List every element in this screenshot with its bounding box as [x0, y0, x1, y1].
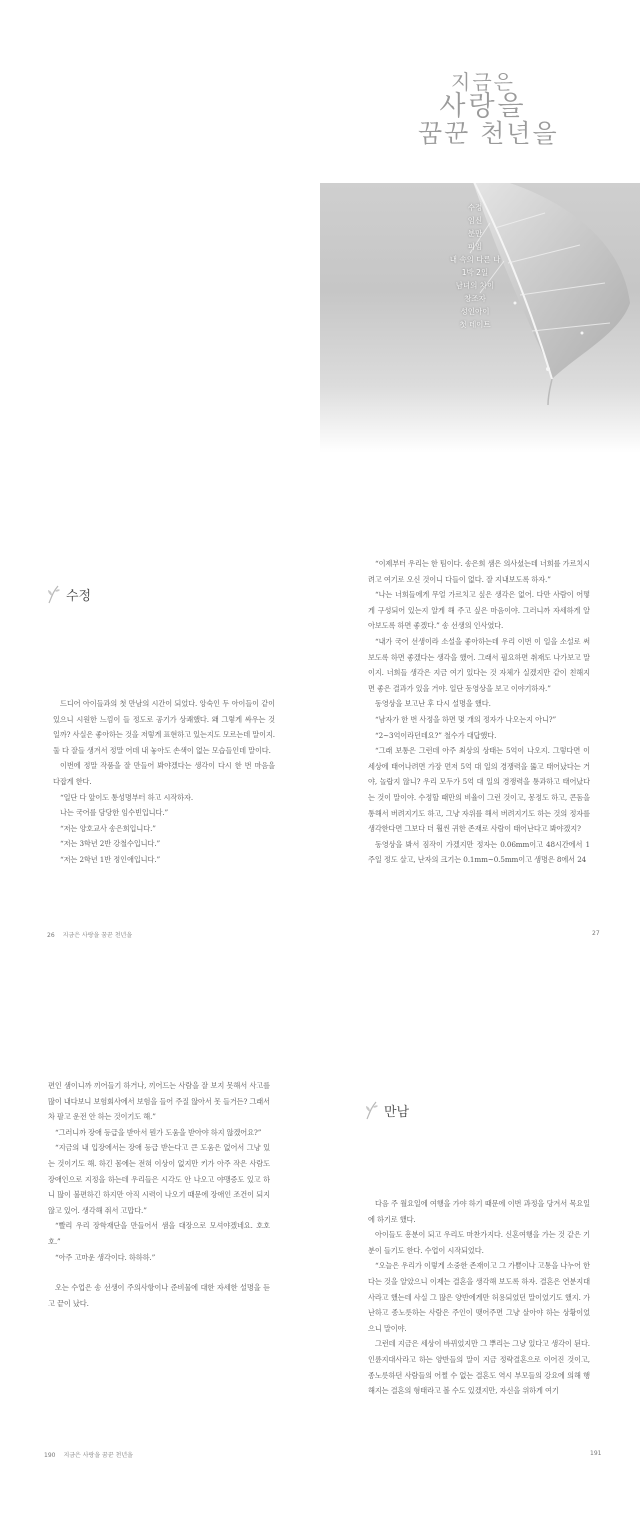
page-190 — [0, 1040, 320, 1480]
book-title — [418, 70, 559, 149]
page-footer — [44, 1450, 133, 1459]
paragraph: “지금의 내 입장에서는 장애 등급 받는다고 큰 도움은 없어서 그냥 있는 것이기도 해. 하긴 몸에는 전혀 이상이 없지만 키가 아주 작은 사람도 장애인으로 지정을 하는데 우리들은 시각도 안 나오고 야맹증도 있고 하니 많이 불편하긴 하지만 아직 시력이 나오기 때문에 장애인 조건이 되지 않고 있어. 생각해 줘서 고맙다.” — [48, 1143, 270, 1215]
paragraph: “저는 양호교사 송은희입니다.” — [60, 823, 156, 833]
paragraph: 동영상을 보고난 후 다시 설명을 했다. — [375, 699, 491, 709]
page-26 — [0, 520, 320, 960]
paragraph: “그래 보통은 그런데 아주 최상의 상태는 5억이 나오지. 그렇다면 이 세상에 태어나려면 가장 먼저 5억 대 일의 경쟁력을 뚫고 태어났다는 거야, 놀랍지 않니? 우리 모두가 5억 대 일의 경쟁력을 통과하고 태어났다는 것이 말이야. 수정할 때만의 비율이 그런 것이고, 몽정도 하고, 콘돔을 통해서 버려지기도 하고, 그냥 자위를 해서 버려지기도 하는 것의 정자를 생각한다면 그보다 더 훨씬 귀한 존재로 사람이 태어난다고 봐야겠지? — [368, 746, 590, 834]
paragraph: 그런데 지금은 세상이 바뀌었지만 그 뿌리는 그냥 있다고 생각이 된다. 인륜지대사라고 하는 양반들의 말이 지금 정략결혼으로 이어진 것이고, 종노릇하던 사람들의 어쩔 수 없는 결혼도 역시 부모들의 강요에 의해 행해지는 결혼의 형태라고 볼 수도 있겠지만, 자신을 위하게 여기 — [368, 1339, 590, 1396]
paragraph: “일단 다 앞이도 통성명부터 하고 시작하자. — [60, 792, 194, 802]
paragraph: “남자가 한 번 사정을 하면 몇 개의 정자가 나오는지 아니?” — [375, 714, 557, 724]
leaf-icon — [364, 1100, 380, 1120]
paragraph: 아이들도 흥분이 되고 우리도 마찬가지다. 신혼여행을 가는 것 같은 기분이 들기도 한다. 수업이 시작되었다. — [368, 1230, 590, 1255]
paragraph: “나는 너희들에게 무얼 가르치고 싶은 생각은 없어. 다만 사람이 어떻게 구성되어 있는지 알게 해 주고 싶은 마음이야. 그러니까 자세하게 알아보도록 하면 좋겠다.” 송 선생의 인사였다. — [368, 590, 590, 631]
page-body — [368, 556, 590, 868]
chapter-title: 수정 — [66, 588, 92, 604]
paragraph: “오늘은 우리가 이렇게 소중한 존재이고 그 가쁨이나 고통을 나누어 한다는 것을 알았으니 이제는 결혼을 생각해 보도록 하자. 결혼은 연분지대사라고 했는데 사실 그 많은 양반에게만 허용되었던 말이었기도 했지. 가난하고 종노릇하는 사람은 주인이 맺어주면 그냥 살아야 하는 상황이었으니 말이야. — [368, 1261, 590, 1333]
chapter-list-item: 피임 — [467, 242, 483, 251]
chapter-list-item: 임신 — [467, 216, 483, 225]
paragraph: 드디어 아이들과의 첫 만남의 시간이 되었다. 앙숙인 두 아이들이 같이 있으니 시원한 느낌이 들 정도로 공기가 상쾌했다. 왜 그렇게 싸우는 것일까? 사실은 좋아하는 것을 저렇게 표현하고 있는지도 모르는데 말이지. 둘 다 잘들 생겨서 정말 어데 내 놓아도 손색이 없는 모습들인데 말이다. — [53, 699, 275, 755]
running-title: 지금은 사랑을 꿈꾼 천년을 — [63, 1452, 133, 1459]
spread-pages-26-27 — [0, 520, 640, 1020]
page-body — [48, 1078, 270, 1311]
page-footer — [590, 1450, 601, 1457]
page-body — [368, 1196, 590, 1399]
paragraph: “빨리 우리 장학재단을 만들어서 샘을 대장으로 모셔야겠네요. 호호호.” — [48, 1221, 270, 1246]
paragraph: 동영상을 봐서 짐작이 가겠지만 정자는 0.06mm이고 48시간에서 1주일 정도 살고, 난자의 크기는 0.1mm~0.5mm이고 생명은 8에서 24 — [368, 839, 590, 865]
chapter-list-item: 내 속의 다른 나 — [449, 255, 501, 264]
title-line-1: 지금은 — [451, 70, 515, 94]
chapter-heading — [46, 584, 91, 604]
page-number: 27 — [592, 930, 600, 937]
paragraph: 나는 국어를 담당한 임수빈입니다.” — [60, 808, 169, 818]
paragraph: 다음 주 월요일에 여행을 가야 하기 때문에 이번 과정을 당겨서 목요일에 하기로 했다. — [368, 1199, 590, 1224]
paragraph: “아주 고마운 생각이다. 하하하.” — [55, 1252, 156, 1262]
chapter-list-item: 첫 데이트 — [459, 320, 491, 329]
page-number: 191 — [590, 1450, 602, 1457]
paragraph: 오는 수업은 송 선생이 주의사항이나 준비물에 대한 자세한 설명을 듣고 끝이 났다. — [48, 1283, 270, 1308]
page-body — [53, 696, 275, 868]
spread-pages-190-191 — [0, 1040, 640, 1540]
page-number: 26 — [47, 932, 55, 939]
paragraph: “2~3억이라던데요?” 철수가 대답했다. — [375, 730, 497, 740]
paragraph: 편인 샘이니까 끼어들기 하거나, 끼어드는 사람을 잘 보지 못해서 사고를 많이 내다보니 보험회사에서 보험을 들어 주질 않아서 못 들거든? 그래서 차 팔고 운전 안 하는 것이기도 해.” — [48, 1081, 270, 1122]
page-footer — [592, 930, 600, 937]
chapter-list-item: 성인아이 — [460, 307, 490, 316]
page-footer — [47, 930, 132, 939]
chapter-list-item: 남녀의 차이 — [455, 281, 495, 290]
title-line-3: 꿈꾼 천년을 — [418, 119, 559, 149]
cover-panel — [0, 0, 640, 470]
title-line-2: 사랑을 — [439, 91, 527, 122]
paragraph: “이제부터 우리는 한 팀이다. 송은희 샘은 의사셨는데 너희를 가르치시려고 여기로 오신 것이니 다들이 없다. 잘 지내보도록 하자.” — [368, 559, 590, 584]
chapter-list — [440, 201, 510, 331]
running-title: 지금은 사랑을 꿈꾼 천년을 — [62, 932, 133, 939]
leaf-photo — [320, 183, 640, 453]
paragraph: 이번에 정말 작품을 잘 만들어 봐야겠다는 생각이 다시 한 번 마음을 다잡게 한다. — [53, 761, 275, 786]
page-191 — [320, 1040, 640, 1480]
paragraph: “내가 국어 선생이라 소설을 좋아하는데 우리 이번 이 일을 소설로 써보도록 하면 좋겠다는 생각을 했어. 그래서 필요하면 취재도 나가보고 말이지. 너희들 생각은 지금 여기 있다는 것 자체가 실겠지만 같이 친해지면 좋은 결과가 있을 거야. 일단 동영상을 보고 이야기하자.” — [368, 636, 590, 693]
page-number: 190 — [44, 1452, 56, 1459]
chapter-title: 만남 — [384, 1104, 410, 1120]
chapter-list-item: 수정 — [467, 203, 483, 212]
chapter-list-item: 1박 2일 — [461, 268, 489, 277]
chapter-heading — [364, 1100, 409, 1120]
leaf-icon — [46, 584, 62, 604]
page-27 — [320, 520, 640, 960]
paragraph: “그러니까 장애 등급을 받아서 뭔가 도움을 받아야 하지 않겠어요?” — [55, 1127, 262, 1137]
paragraph: “저는 2학년 1반 정인애입니다.” — [60, 854, 161, 864]
chapter-list-item: 분만 — [467, 229, 483, 238]
chapter-list-item: 창조자 — [464, 294, 486, 303]
paragraph: “저는 3학년 2반 강철수입니다.” — [60, 839, 161, 849]
